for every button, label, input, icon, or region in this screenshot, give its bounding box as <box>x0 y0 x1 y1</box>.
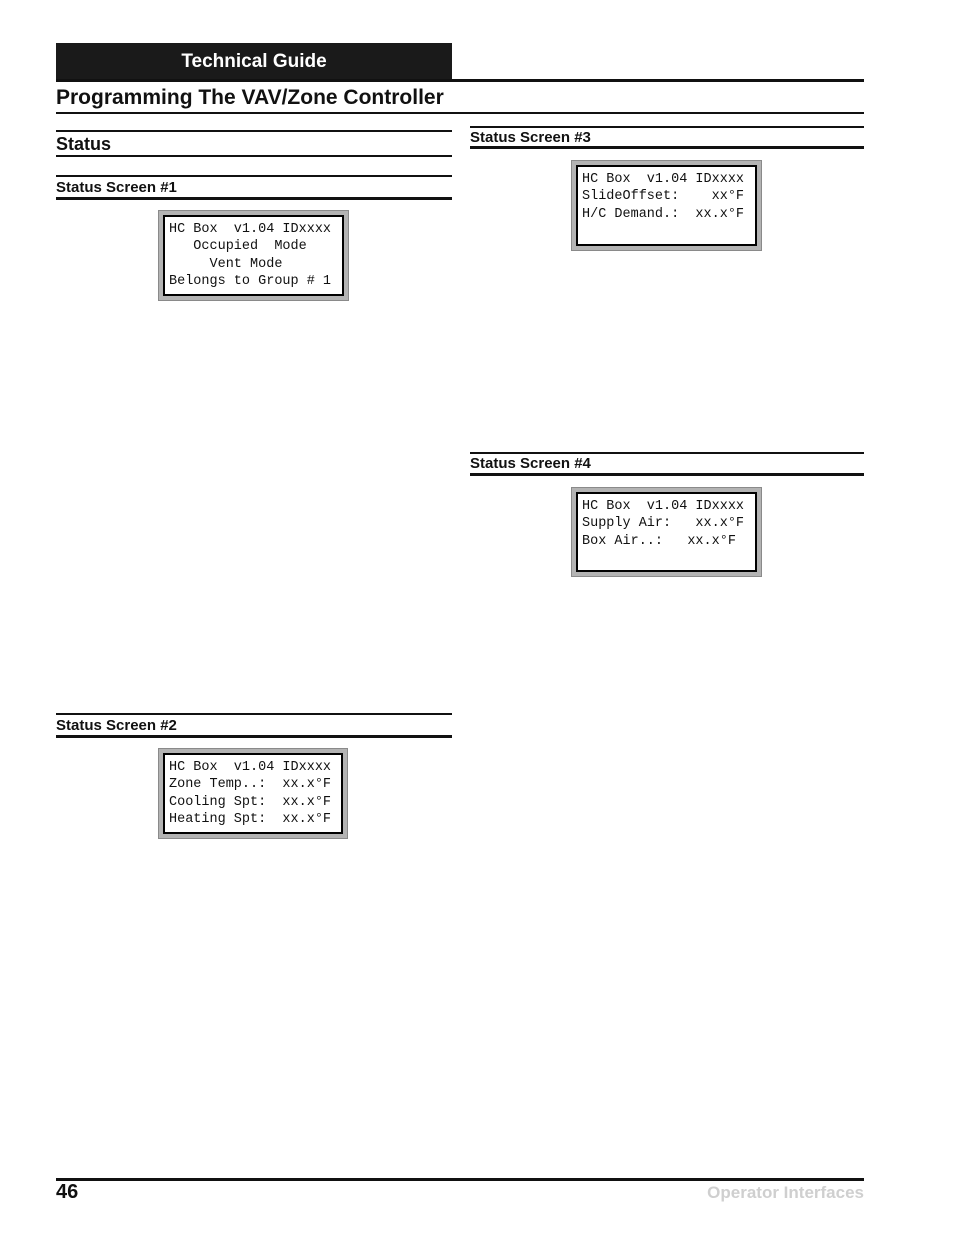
title-rule <box>56 112 864 114</box>
header-rule <box>56 79 864 82</box>
guide-label-box <box>56 43 452 79</box>
footer-rule <box>56 1178 864 1181</box>
screen1-rule-top <box>56 175 452 177</box>
lcd1-line-4: Belongs to Group # 1 <box>169 273 332 289</box>
screen2-title: Status Screen #2 <box>56 717 177 734</box>
lcd1-line-3: Vent Mode <box>169 256 283 272</box>
screen4-title: Status Screen #4 <box>470 455 591 472</box>
footer-section-name: Operator Interfaces <box>707 1183 864 1202</box>
lcd4-line-1: HC Box v1.04 IDxxxx <box>582 499 745 514</box>
page-number: 46 <box>56 1181 79 1203</box>
lcd1-line-1: HC Box v1.04 IDxxxx <box>169 222 332 237</box>
lcd-display-3 <box>571 160 762 251</box>
lcd2-line-1: HC Box v1.04 IDxxxx <box>169 760 332 775</box>
lcd-screen-2 <box>163 753 343 834</box>
page-title: Programming The VAV/Zone Controller <box>56 86 444 109</box>
screen3-rule-top <box>470 126 864 128</box>
lcd-display-2 <box>158 748 348 839</box>
lcd4-line-3: Box Air..: xx.x°F <box>582 533 736 549</box>
screen2-rule-top <box>56 713 452 715</box>
lcd-display-1 <box>158 210 349 301</box>
status-rule-bottom <box>56 155 452 157</box>
lcd-screen-4 <box>576 492 757 572</box>
screen3-rule-bottom <box>470 146 864 149</box>
lcd3-line-1: HC Box v1.04 IDxxxx <box>582 172 745 187</box>
lcd3-line-3: H/C Demand.: xx.x°F <box>582 206 745 222</box>
lcd4-line-2: Supply Air: xx.x°F <box>582 516 745 532</box>
lcd2-line-2: Zone Temp..: xx.x°F <box>169 777 332 793</box>
screen3-title: Status Screen #3 <box>470 129 591 146</box>
status-rule-top <box>56 130 452 132</box>
lcd2-line-3: Cooling Spt: xx.x°F <box>169 794 332 810</box>
screen1-title: Status Screen #1 <box>56 179 177 196</box>
lcd-display-4 <box>571 487 762 577</box>
screen4-rule-top <box>470 452 864 454</box>
guide-label: Technical Guide <box>181 51 327 72</box>
screen2-rule-bottom <box>56 735 452 738</box>
lcd2-line-4: Heating Spt: xx.x°F <box>169 811 332 827</box>
screen1-rule-bottom <box>56 197 452 200</box>
section-title: Status <box>56 134 112 154</box>
screen4-rule-bottom <box>470 473 864 476</box>
lcd-screen-3 <box>576 165 757 246</box>
lcd-screen-1 <box>163 215 344 296</box>
lcd3-line-2: SlideOffset: xx°F <box>582 189 745 205</box>
lcd1-line-2: Occupied Mode <box>169 239 307 255</box>
